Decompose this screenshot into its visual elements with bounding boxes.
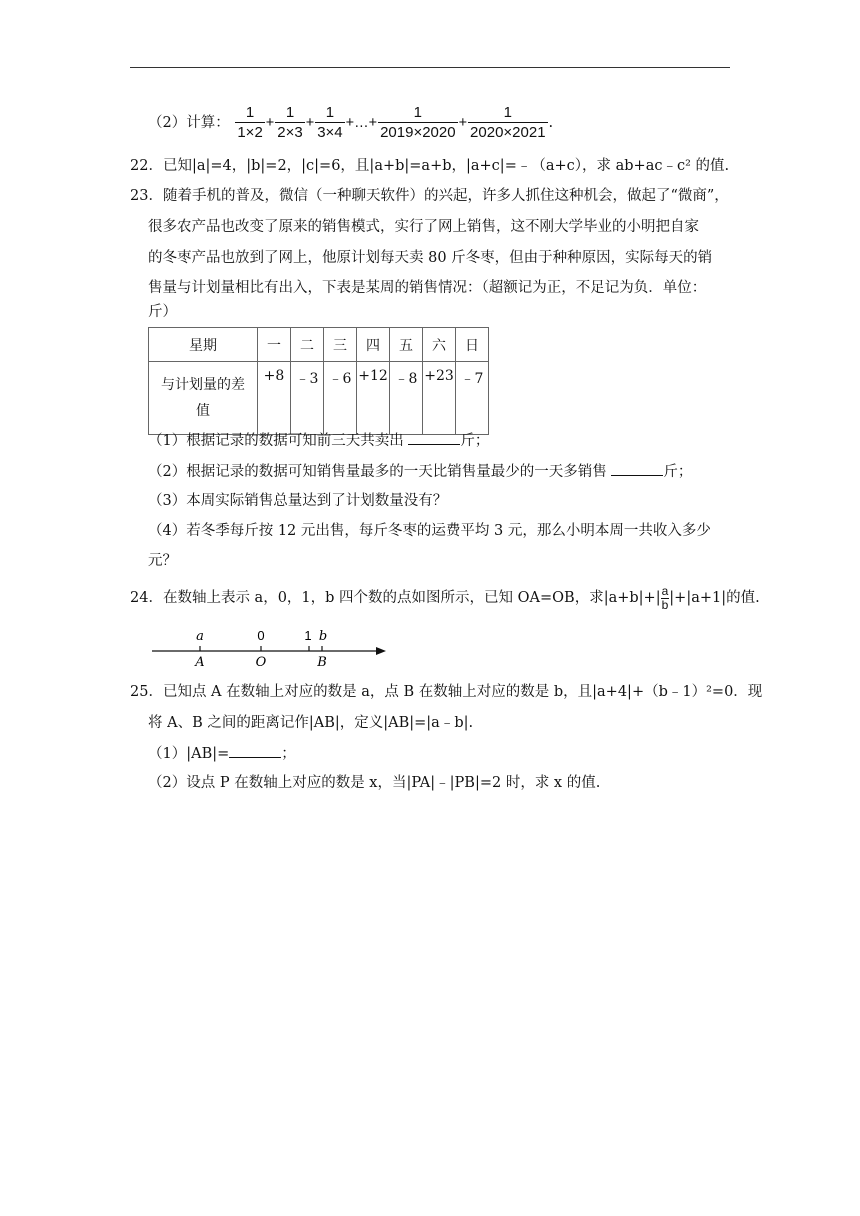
- day-cell: 三: [324, 328, 357, 362]
- sales-table: [148, 327, 489, 435]
- q23-line-1: 23．随着手机的普及，微信（一种聊天软件）的兴起，许多人抓住这种机会，做起了“微商”，: [130, 188, 729, 204]
- fraction-3: $\frac{1}{3\times 4}$: [317, 103, 343, 141]
- q23-sub-3: （3）本周实际销售总量达到了计划数量没有？: [148, 493, 448, 509]
- value-cell: +12: [357, 362, 390, 435]
- q23-line-5: 斤）: [148, 304, 177, 320]
- label-A: A: [195, 655, 205, 670]
- value-cell: ﹣8: [390, 362, 423, 435]
- answer-blank[interactable]: [229, 743, 281, 758]
- label-a: a: [196, 629, 204, 644]
- q23-line-2: 很多农产品也改变了原来的销售模式，实行了网上销售，这不刚大学毕业的小明把自家: [148, 219, 699, 235]
- value-cell: ﹣6: [324, 362, 357, 435]
- q25-sub-1: （1）|AB|= ；: [148, 743, 296, 764]
- fraction-4: $\frac{1}{2019\times 2020}$: [380, 103, 456, 141]
- label-O: O: [255, 655, 267, 670]
- fraction-1: $\frac{1}{1\times 2}$: [237, 103, 263, 141]
- q23-sub-2: （2）根据记录的数据可知销售量最多的一天比销售量最少的一天多销售 斤；: [148, 461, 692, 482]
- label-B: B: [317, 655, 327, 670]
- q25-line-2: 将 A、B 之间的距离记作|AB|，定义|AB|=|a﹣b|.: [148, 715, 474, 731]
- q25-line-1: 25．已知点 A 在数轴上对应的数是 a，点 B 在数轴上对应的数是 b，且|a+4|+（b﹣1）²=0．现: [130, 684, 763, 700]
- question-22: 22．已知|a|=4，|b|=2，|c|=6，且|a+b|=a+b，|a+c|=﹣（a+c），求 ab+ac﹣c² 的值.: [130, 158, 730, 174]
- day-cell: 四: [357, 328, 390, 362]
- day-cell: 日: [456, 328, 489, 362]
- q23-line-4: 售量与计划量相比有出入，下表是某周的销售情况：（超额记为正，不足记为负．单位：: [148, 280, 707, 296]
- q25-sub-2: （2）设点 P 在数轴上对应的数是 x，当|PA|﹣|PB|=2 时，求 x 的值.: [148, 775, 601, 791]
- q23-sub-1: （1）根据记录的数据可知前三天共卖出 斤；: [148, 430, 489, 451]
- day-cell: 五: [390, 328, 423, 362]
- day-cell: 一: [258, 328, 291, 362]
- a-over-b-fraction: $\frac{a}{b}$: [661, 583, 669, 612]
- value-cell: ﹣3: [291, 362, 324, 435]
- fraction-2: $\frac{1}{2\times 3}$: [277, 103, 303, 141]
- q21-prefix: （2）计算：: [148, 115, 230, 131]
- value-cell: ﹣7: [456, 362, 489, 435]
- q21-part2: （2）计算： $\frac{1}{1\times 2}$ + $\frac{1}{2\times 3}$ + $\frac{1}{3\times 4}$ +…+ $\frac{1}{2019\times 2020}$ + $\frac{1}{2020\times 2021}$ .: [148, 103, 554, 141]
- row-label-cell: 与计划量的差 值: [149, 362, 258, 435]
- q23-line-3: 的冬枣产品也放到了网上，他原计划每天卖 80 斤冬枣，但由于种种原因，实际每天的销: [148, 250, 713, 266]
- day-cell: 六: [423, 328, 456, 362]
- table-row: [149, 362, 489, 435]
- axis-arrow-icon: [376, 647, 386, 655]
- value-cell: +8: [258, 362, 291, 435]
- value-cell: +23: [423, 362, 456, 435]
- answer-blank[interactable]: [611, 461, 663, 476]
- header-rule: [130, 67, 730, 68]
- q23-sub-4-line-2: 元？: [148, 553, 177, 569]
- table-row: [149, 328, 489, 362]
- q23-sub-4-line-1: （4）若冬季每斤按 12 元出售，每斤冬枣的运费平均 3 元，那么小明本周一共收入多少: [148, 523, 711, 539]
- label-1: 1: [304, 628, 312, 643]
- day-cell: 二: [291, 328, 324, 362]
- question-24: 24．在数轴上表示 a，0，1，b 四个数的点如图所示，已知 OA=OB，求|a+b|+| $\frac{a}{b}$ |+|a+1|的值.: [130, 583, 760, 612]
- number-line-figure: [148, 624, 393, 670]
- fraction-5: $\frac{1}{2020\times 2021}$: [470, 103, 546, 141]
- answer-blank[interactable]: [408, 430, 460, 445]
- label-b: b: [318, 629, 328, 644]
- header-label-cell: 星期: [149, 328, 258, 362]
- label-0: 0: [257, 628, 265, 643]
